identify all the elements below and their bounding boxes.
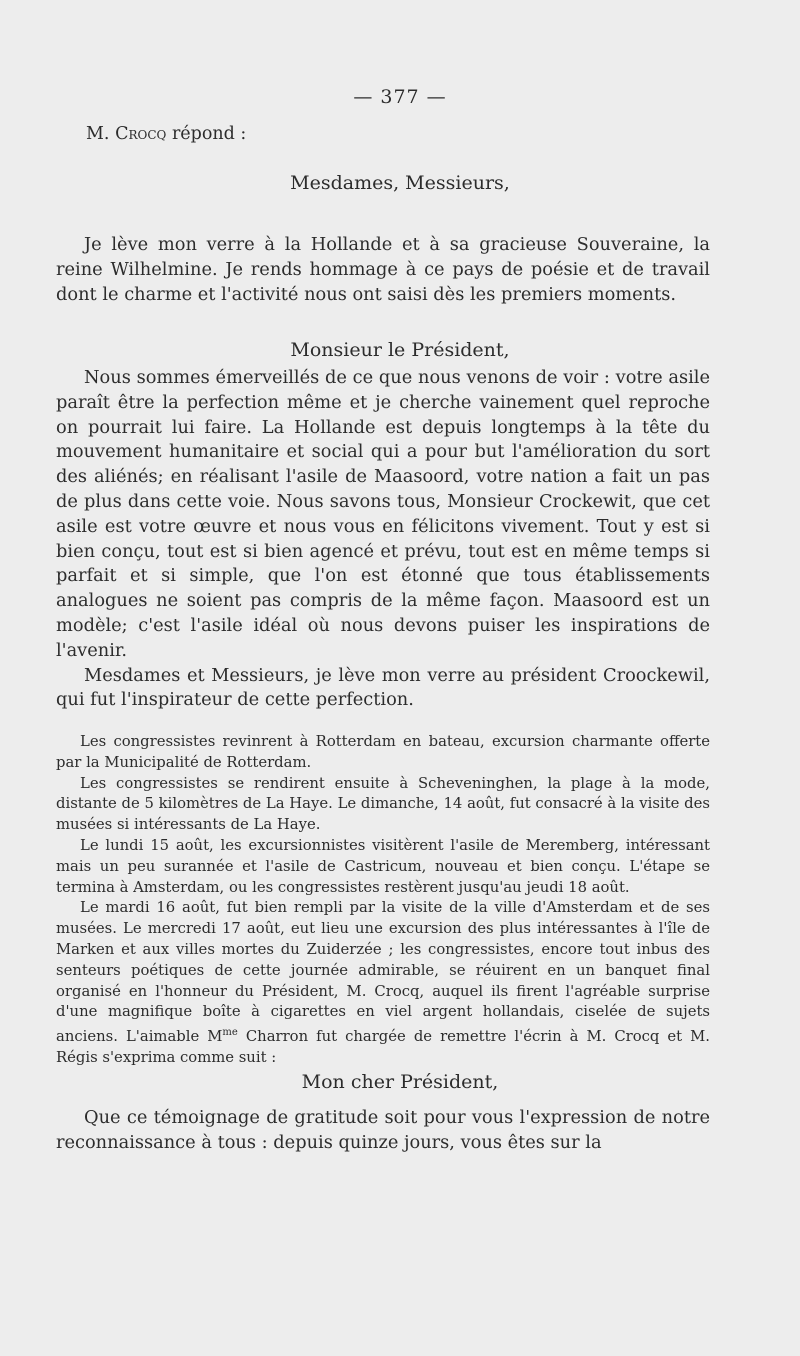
speaker-verb: répond : — [171, 124, 247, 144]
narrative-paragraph: Les congressistes revinrent à Rotterdam en bateau, excursion charmante offerte par la Municipalité de Rotterdam. — [56, 733, 710, 771]
speech-paragraph: Je lève mon verre à la Hollande et à sa gracieuse Souveraine, la reine Wilhelmine. Je rends hommage à ce pays de poésie et de travail dont le charme et l'activité nous ont saisi dès les premiers moments. — [56, 234, 710, 305]
speaker-prefix: M. — [86, 124, 110, 144]
narrative-block — [56, 732, 710, 1069]
speech-block — [56, 233, 710, 307]
speech-paragraph: Mesdames et Messieurs, je lève mon verre au président Croockewil, qui fut l'inspirateur de cette perfection. — [56, 664, 710, 711]
speech-block — [56, 366, 710, 713]
speech-block — [56, 1106, 710, 1156]
speech-paragraph: Nous sommes émerveillés de ce que nous venons de voir : votre asile paraît être la perfection même et je cherche vainement quel reproche on pourrait lui faire. La Hollande est depuis longtemps à la tête du mouvement humanitaire et social qui a pour but l'amélioration du sort des aliénés; en réalisant l'asile de Maasoord, votre nation a fait un pas de plus dans cette voie. Nous savons tous, Monsieur Crockewit, que cet asile est votre œuvre et nous vous en félicitons vivement. Tout y est si bien conçu, tout est si bien agencé et prévu, tout est en même temps si parfait et si simple, que l'on est étonné que tous établissements analogues ne soient pas compris de la même façon. Maasoord est un modèle; c'est l'asile idéal où nous devons puiser les inspirations de l'avenir. — [56, 367, 710, 661]
salutation-heading: Mesdames, Messieurs, — [290, 172, 510, 194]
narrative-paragraph: Les congressistes se rendirent ensuite à Scheveninghen, la plage à la mode, distante de 5 kilomètres de La Haye. Le dimanche, 14 août, fut consacré à la visite des musées si intéressants de La Haye. — [56, 774, 710, 834]
salutation-heading: Monsieur le Président, — [290, 339, 510, 361]
narrative-paragraph: Le mardi 16 août, fut bien rempli par la visite de la ville d'Amsterdam et de ses musées. Le mercredi 17 août, eut lieu une excursion des plus intéressantes à l'île de Marken et aux villes mortes du Zuiderzée ; les congressistes, encore tout inbus des senteurs poétiques de cette journée admirable, se réuirent en un banquet final organisé en l'honneur du Président, M. Crocq, auquel ils firent l'agréable surprise d'une magnifique boîte à cigarettes en viel argent hollandais, ciselée de sujets anciens. L'aimable $M^{me}$ Charron fut chargée de remettre l'écrin à M. Crocq et M. Régis s'exprima comme suit : — [56, 899, 710, 1066]
speaker-name: Crocq — [115, 124, 167, 144]
page-number: — 377 — — [353, 86, 447, 108]
salutation-heading: Mon cher Président, — [301, 1071, 499, 1093]
speech-paragraph: Que ce témoignage de gratitude soit pour vous l'expression de notre reconnaissance à tous : depuis quinze jours, vous êtes sur la — [56, 1107, 710, 1153]
narrative-paragraph: Le lundi 15 août, les excursionnistes visitèrent l'asile de Meremberg, intéressant mais un peu surannée et l'asile de Castricum, nouveau et bien conçu. L'étape se termina à Amsterdam, ou les congressistes restèrent jusqu'au jeudi 18 août. — [56, 836, 710, 896]
speaker-line — [86, 124, 246, 144]
